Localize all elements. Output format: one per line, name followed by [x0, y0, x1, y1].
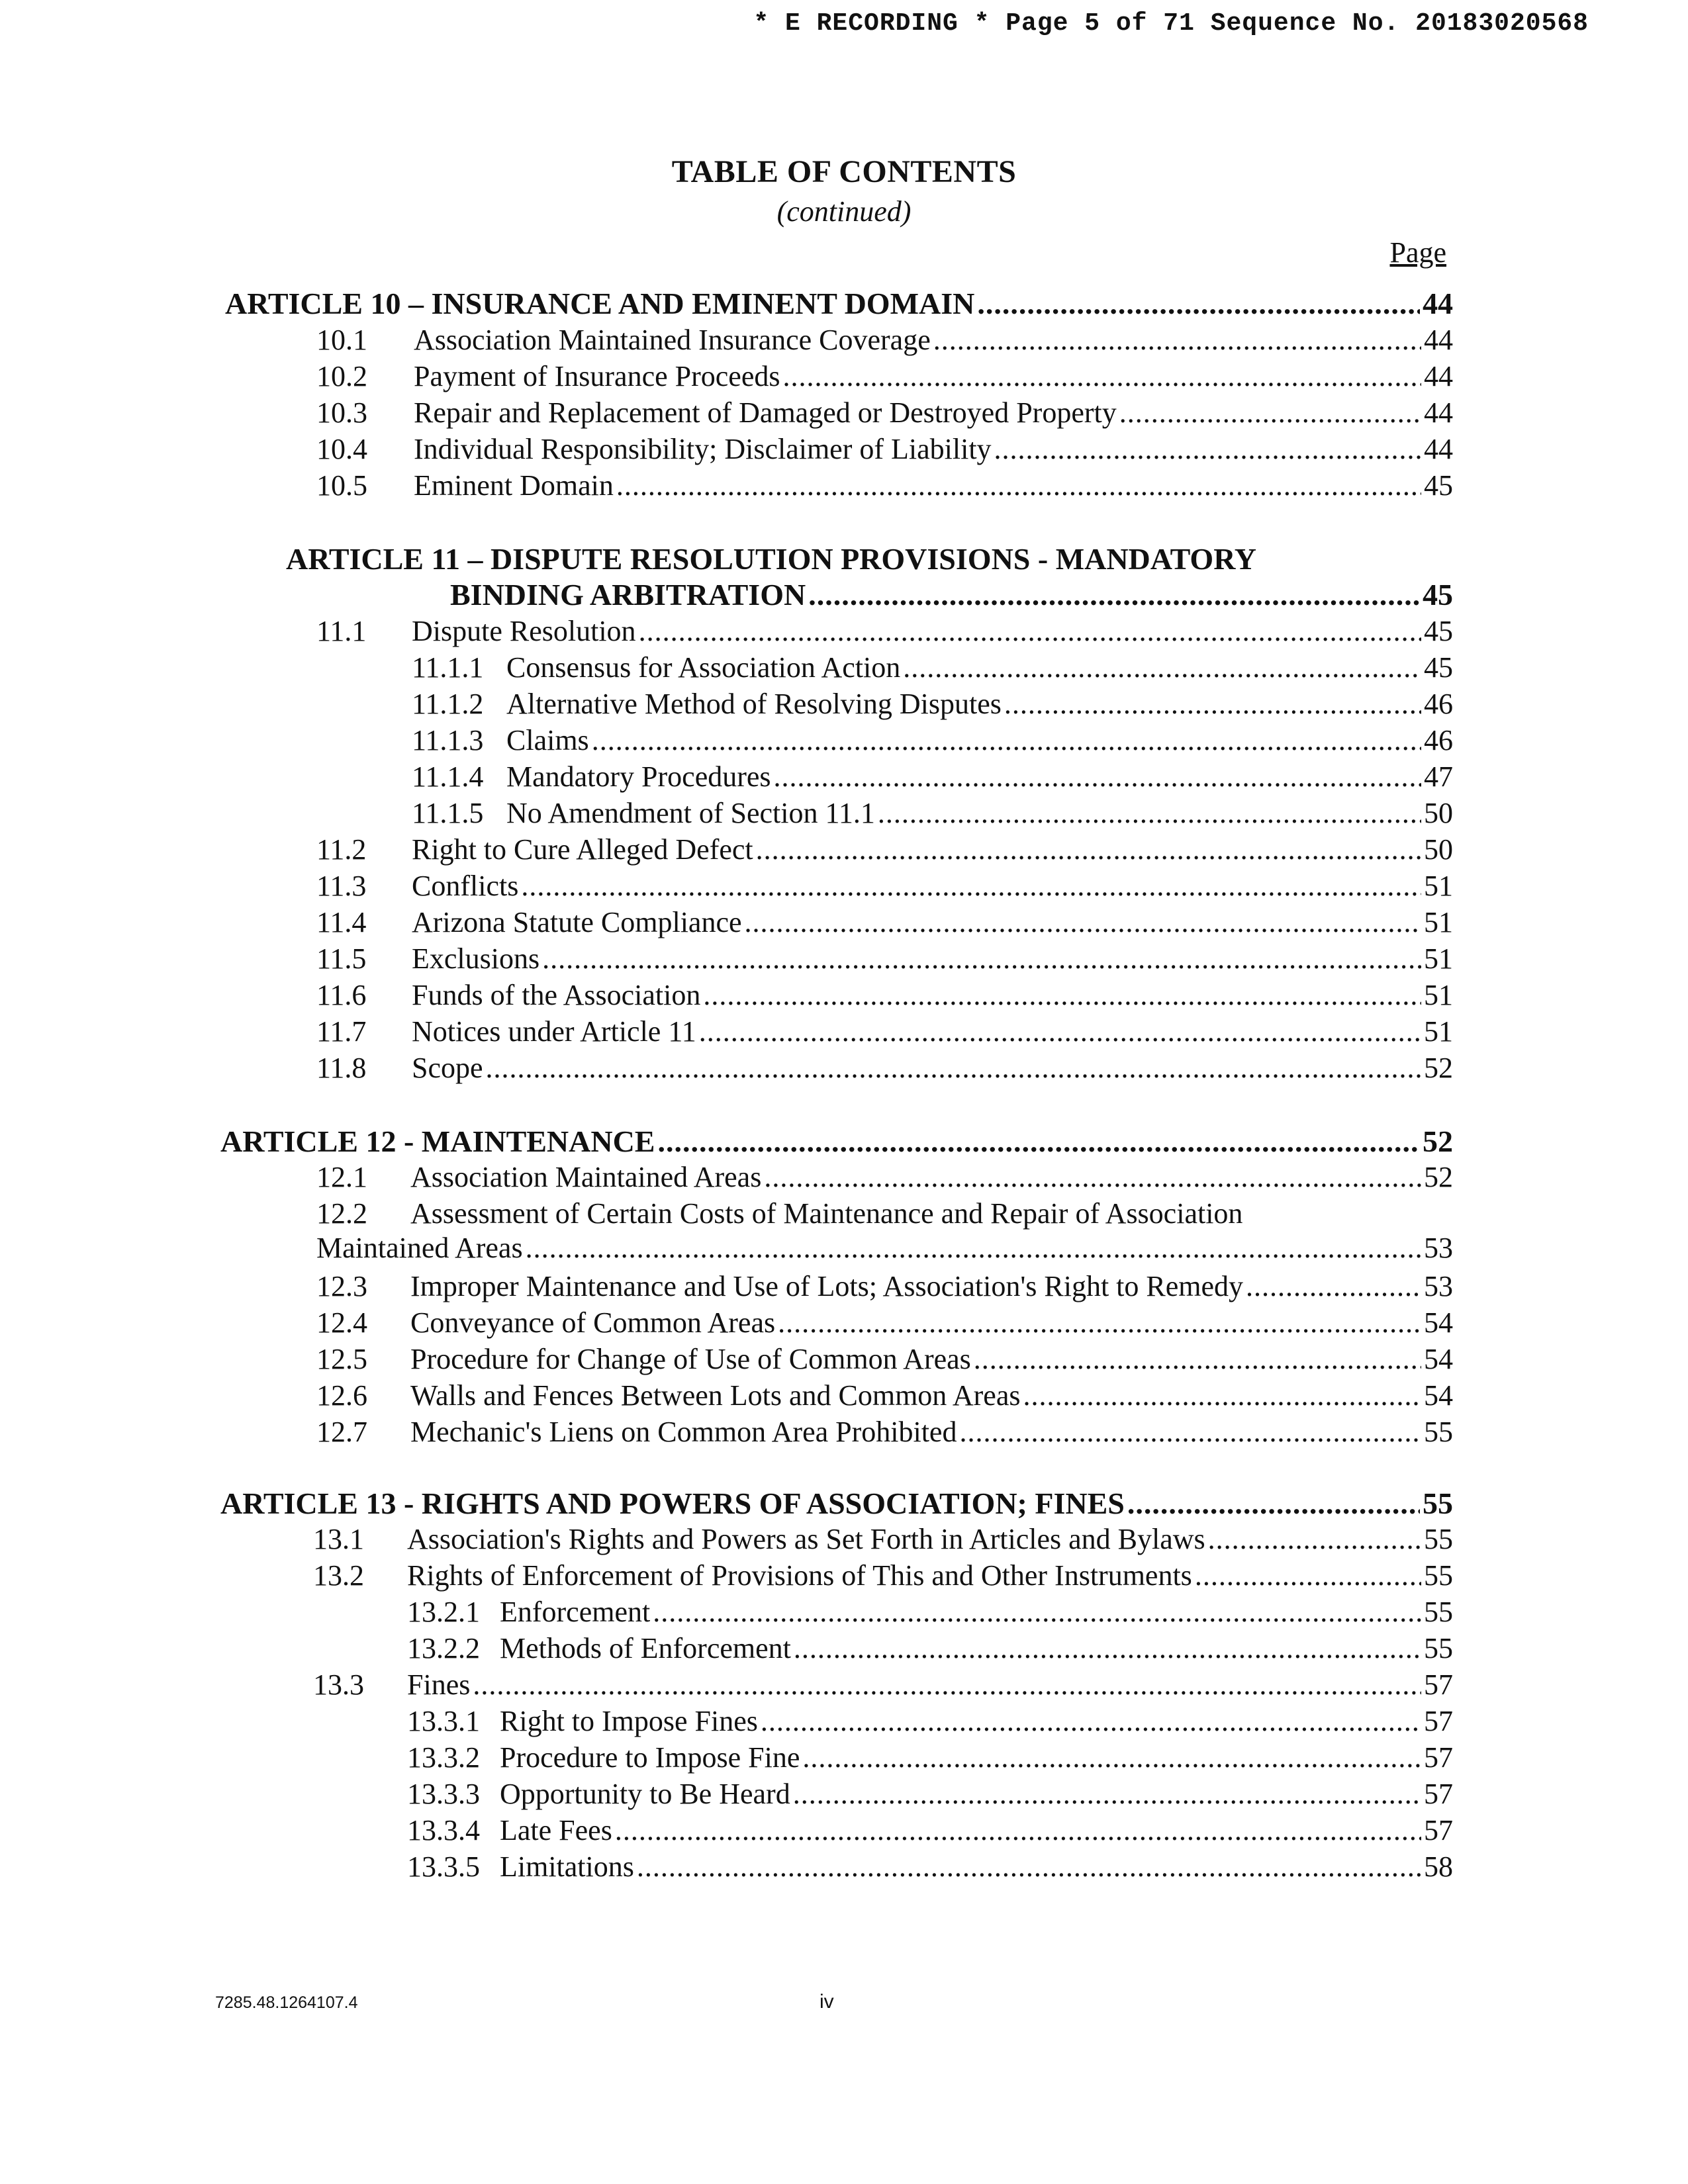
toc-entry-number: 12.2: [316, 1197, 367, 1230]
toc-entry-number: 12.7: [316, 1416, 367, 1448]
toc-entry: Methods of Enforcement ..... 55: [500, 1631, 1453, 1665]
toc-entry: Eminent Domain ..... 45: [414, 469, 1453, 502]
toc-entry: Scope ..... 52: [412, 1051, 1453, 1085]
toc-entry-number: 11.4: [316, 906, 367, 938]
toc-entry-number: 11.1.4: [412, 760, 484, 793]
toc-entry-number: 11.5: [316, 942, 367, 975]
article-13-heading: ARTICLE 13 - RIGHTS AND POWERS OF ASSOCIATION; FINES ..... 55: [220, 1486, 1453, 1521]
toc-entry: Late Fees ..... 57: [500, 1813, 1453, 1847]
recording-header: * E RECORDING * Page 5 of 71 Sequence No. 20183020568: [753, 9, 1589, 38]
toc-entry-number: 13.2: [313, 1559, 364, 1592]
toc-entry-number: 11.1.5: [412, 797, 484, 829]
toc-entry-number: 11.1.2: [412, 688, 484, 720]
toc-entry: Dispute Resolution ..... 45: [412, 614, 1453, 648]
toc-entry-number: 10.5: [316, 469, 367, 502]
toc-entry: Repair and Replacement of Damaged or Destroyed Property ..... 44: [414, 396, 1453, 430]
toc-entry: Payment of Insurance Proceeds ..... 44: [414, 359, 1453, 393]
toc-entry: Enforcement ..... 55: [500, 1595, 1453, 1629]
page-column-label: Page: [1389, 236, 1446, 269]
toc-entry: Conflicts ..... 51: [412, 869, 1453, 903]
toc-entry: Right to Cure Alleged Defect ..... 50: [412, 833, 1453, 866]
toc-entry-number: 11.7: [316, 1015, 367, 1048]
toc-entry-number: 10.3: [316, 396, 367, 429]
toc-entry: Opportunity to Be Heard ..... 57: [500, 1777, 1453, 1811]
toc-entry: Arizona Statute Compliance ..... 51: [412, 905, 1453, 939]
article-12-heading: ARTICLE 12 - MAINTENANCE ..... 52: [220, 1124, 1453, 1159]
toc-entry-number: 11.6: [316, 979, 367, 1011]
toc-entry: Improper Maintenance and Use of Lots; Association's Right to Remedy ..... 53: [410, 1269, 1453, 1303]
toc-entry-number: 11.1.1: [412, 651, 484, 684]
document-id: 7285.48.1264107.4: [215, 1993, 358, 2012]
toc-entry-number: 10.4: [316, 433, 367, 465]
toc-entry-number: 13.2.2: [407, 1632, 480, 1664]
toc-entry-number: 11.3: [316, 870, 367, 902]
page-number: iv: [820, 1991, 834, 2013]
toc-entry: Conveyance of Common Areas ..... 54: [410, 1306, 1453, 1340]
article-11-heading-continued: BINDING ARBITRATION ..... 45: [450, 577, 1453, 612]
toc-entry: Consensus for Association Action ..... 45: [506, 651, 1453, 684]
toc-title: TABLE OF CONTENTS: [671, 154, 1017, 189]
toc-entry-number: 12.4: [316, 1306, 367, 1339]
toc-entry: Notices under Article 11 ..... 51: [412, 1015, 1453, 1048]
toc-entry-number: 13.1: [313, 1523, 364, 1555]
toc-subtitle: (continued): [776, 195, 912, 228]
toc-entry-number: 13.3.2: [407, 1741, 480, 1774]
toc-entry-number: 13.3: [313, 1668, 364, 1701]
toc-entry-title-line1: Assessment of Certain Costs of Maintenance and Repair of Association: [410, 1197, 1243, 1230]
toc-entry-number: 11.1.3: [412, 724, 484, 756]
toc-entry: Association Maintained Areas ..... 52: [410, 1160, 1453, 1194]
toc-entry: Mechanic's Liens on Common Area Prohibited ..... 55: [410, 1415, 1453, 1449]
toc-entry: Procedure to Impose Fine ..... 57: [500, 1741, 1453, 1774]
toc-entry: Rights of Enforcement of Provisions of This and Other Instruments ..... 55: [407, 1559, 1453, 1592]
toc-entry: Association's Rights and Powers as Set Forth in Articles and Bylaws ..... 55: [407, 1522, 1453, 1556]
toc-entry: Mandatory Procedures ..... 47: [506, 760, 1453, 794]
toc-entry: Individual Responsibility; Disclaimer of Liability ..... 44: [414, 432, 1453, 466]
toc-entry: Exclusions ..... 51: [412, 942, 1453, 976]
toc-entry: Association Maintained Insurance Coverage ..... 44: [414, 323, 1453, 357]
toc-entry: Walls and Fences Between Lots and Common Areas ..... 54: [410, 1379, 1453, 1412]
toc-entry-number: 13.2.1: [407, 1596, 480, 1628]
toc-entry-number: 11.8: [316, 1052, 367, 1084]
toc-entry: Claims ..... 46: [506, 723, 1453, 757]
toc-entry: Limitations ..... 58: [500, 1850, 1453, 1884]
toc-entry-number: 13.3.1: [407, 1705, 480, 1737]
toc-entry-number: 11.2: [316, 833, 367, 866]
toc-entry: Alternative Method of Resolving Disputes ..... 46: [506, 687, 1453, 721]
toc-entry: Funds of the Association ..... 51: [412, 978, 1453, 1012]
toc-entry-number: 11.1: [316, 615, 367, 647]
toc-entry: Fines ..... 57: [407, 1668, 1453, 1702]
toc-entry-number: 12.6: [316, 1379, 367, 1412]
toc-entry: No Amendment of Section 11.1 ..... 50: [506, 796, 1453, 830]
toc-entry: Procedure for Change of Use of Common Areas ..... 54: [410, 1342, 1453, 1376]
toc-entry-number: 10.2: [316, 360, 367, 392]
toc-entry-number: 12.3: [316, 1270, 367, 1302]
toc-entry-number: 12.1: [316, 1161, 367, 1193]
toc-entry-number: 13.3.3: [407, 1778, 480, 1810]
article-10-heading: ARTICLE 10 – INSURANCE AND EMINENT DOMAIN ..... 44: [225, 286, 1453, 321]
toc-entry-number: 13.3.5: [407, 1850, 480, 1883]
toc-entry-number: 12.5: [316, 1343, 367, 1375]
article-11-heading: ARTICLE 11 – DISPUTE RESOLUTION PROVISIONS - MANDATORY: [286, 542, 1257, 576]
toc-entry: Right to Impose Fines ..... 57: [500, 1704, 1453, 1738]
toc-entry-number: 10.1: [316, 324, 367, 356]
toc-entry-number: 13.3.4: [407, 1814, 480, 1846]
toc-entry: Maintained Areas ..... 53: [316, 1231, 1453, 1265]
